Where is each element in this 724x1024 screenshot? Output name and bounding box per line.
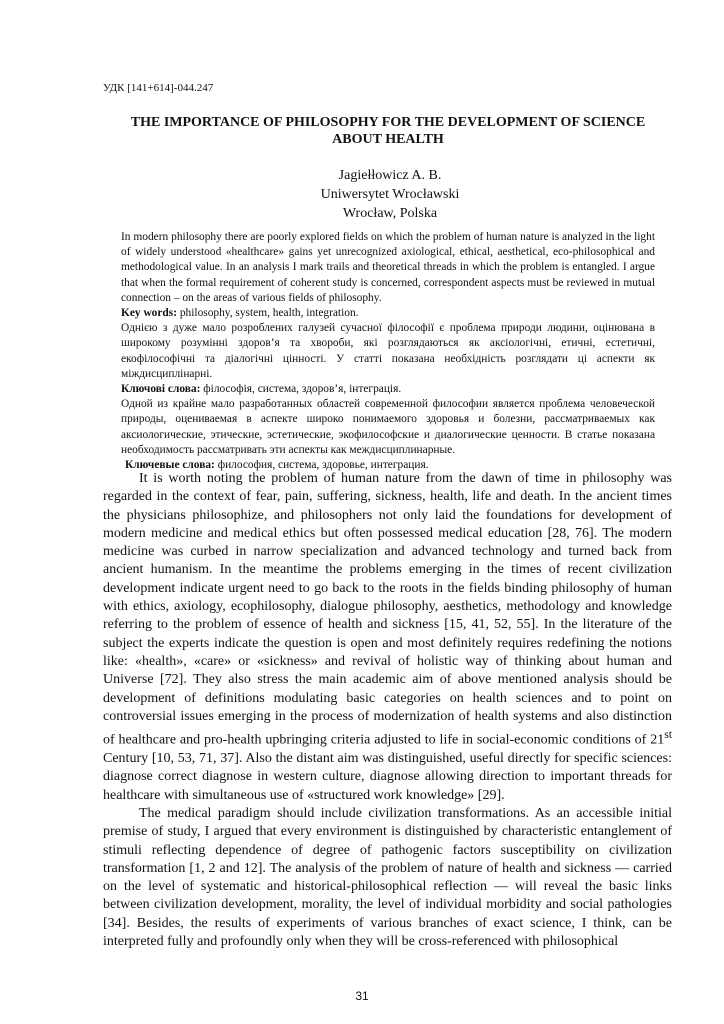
keywords-ukrainian [121, 382, 655, 397]
keywords-russian-text: философия, система, здоровье, интеграция. [214, 459, 429, 472]
author-location: Wrocław, Polska [342, 206, 438, 221]
title-line-2: ABOUT HEALTH [332, 132, 444, 147]
article-body [103, 470, 672, 951]
keywords-ukrainian-text: філософія, система, здоров’я, інтеграція. [200, 383, 402, 396]
abstract-ukrainian: Однією з дуже мало розроблених галузей сучасної філософії є проблема природи людини, оцінювана в широкому розумінні здоров’я та хвороби, які розглядаються як аксіологічні, етичні, естетичні, екофілософічні та діалогічні цінності. У статті показана необхідність розглядати ці аспекти як міждисциплінарні. [121, 322, 655, 380]
title-line-1: THE IMPORTANCE OF PHILOSOPHY FOR THE DEVELOPMENT OF SCIENCE [130, 115, 646, 130]
keywords-english-label: Key words: [121, 307, 177, 320]
udc-code: УДК [141+614]-044.247 [103, 82, 214, 94]
article-title [108, 114, 668, 148]
keywords-english [121, 306, 655, 321]
author-name: Jagiełłowicz A. B. [338, 168, 442, 183]
paragraph-1-superscript: st [664, 728, 672, 742]
page-number: 31 [355, 989, 369, 1003]
keywords-english-text: philosophy, system, health, integration. [177, 307, 359, 320]
abstracts-section [121, 230, 655, 473]
abstract-russian: Одной из крайне мало разработанных областей современной философии является проблема человеческой природы, оцениваемая в аспекте широко понимаемого здоровья и болезни, рассматриваемых как аксиологические, этические, эстетические, экофилософские и диалогические ценности. В статье показана необходимость рассматривать эти аспекты как междисциплинарные. [121, 398, 655, 456]
keywords-russian-label: Ключевые слова: [125, 459, 215, 472]
keywords-ukrainian-label: Ключові слова: [121, 383, 201, 396]
abstract-english: In modern philosophy there are poorly explored fields on which the problem of human nature is analyzed in the light of widely understood «healthcare» gains yet unrecognized axiological, ethical, aesthetical, eco-philosophical and methodological value. In an analysis I mark trails and theoretical threads in which the problem is entangled. I argue that when the formal requirement of coherent study is concerned, correspondent aspects must be reviewed in mutual connection – on the areas of various fields of philosophy. [121, 231, 655, 304]
paragraph-1-part-a: It is worth noting the problem of human nature from the dawn of time in philosophy was regarded in the context of fear, pain, suffering, sickness, health, life and death. In the ancient times the physicians philosophize, and philosophers not only laid the foundations for development of modern medicine and medical ethics but often possessed medical education [28, 76]. The modern medicine was curbed in narrow specialization and advanced technology and turned back from ancient humanism. In the meantime the problems emerging in the times of recent civilization development indicate urgent need to go back to the roots in the fields binding philosophy of human with ethics, axiology, ecophilosophy, dialogue philosophy, aesthetics, methodology and knowledge referring to the problem of essence of health and sickness [15, 41, 52, 55]. In the literature of the subject the experts indicate the question is open and most definitely requires redefining the notions like: «health», «care» or «sickness» and revival of holistic way of thinking about human and Universe [72]. They also stress the main academic aim of above mentioned analysis should be development of definitions modulating basic categories on health sciences and to point on controversial issues emerging in the process of modernization of health systems and also distinction of healthcare and pro-health upbringing criteria adjusted to life in social-economic conditions of 21 [103, 471, 672, 748]
author-affiliation: Uniwersytet Wrocławski [320, 187, 460, 202]
author-block [250, 166, 530, 223]
paragraph-1-part-b: Century [10, 53, 71, 37]. Also the distant aim was distinguished, useful directly for specific sciences: diagnose correct diagnose in western culture, diagnose allowing direction to important threads for healthcare with simultaneous use of «structured work knowledge» [29]. [103, 751, 672, 803]
body-paragraph-1 [103, 470, 672, 805]
body-paragraph-2: The medical paradigm should include civilization transformations. As an accessible initial premise of study, I argued that every environment is distinguished by characteristic entanglement of stimuli reflecting dependence of degree of pathogenic factors susceptibility on civilization transformation [1, 2 and 12]. The analysis of the problem of nature of health and sickness — carried on the level of systematic and historical-philosophical reflection — will reveal the basic links between civilization development, morality, the level of individual morbidity and social pathologies [34]. Besides, the results of experiments of various branches of exact science, I think, can be interpreted fully and profoundly only when they will be cross-referenced with philosophical [103, 806, 672, 950]
